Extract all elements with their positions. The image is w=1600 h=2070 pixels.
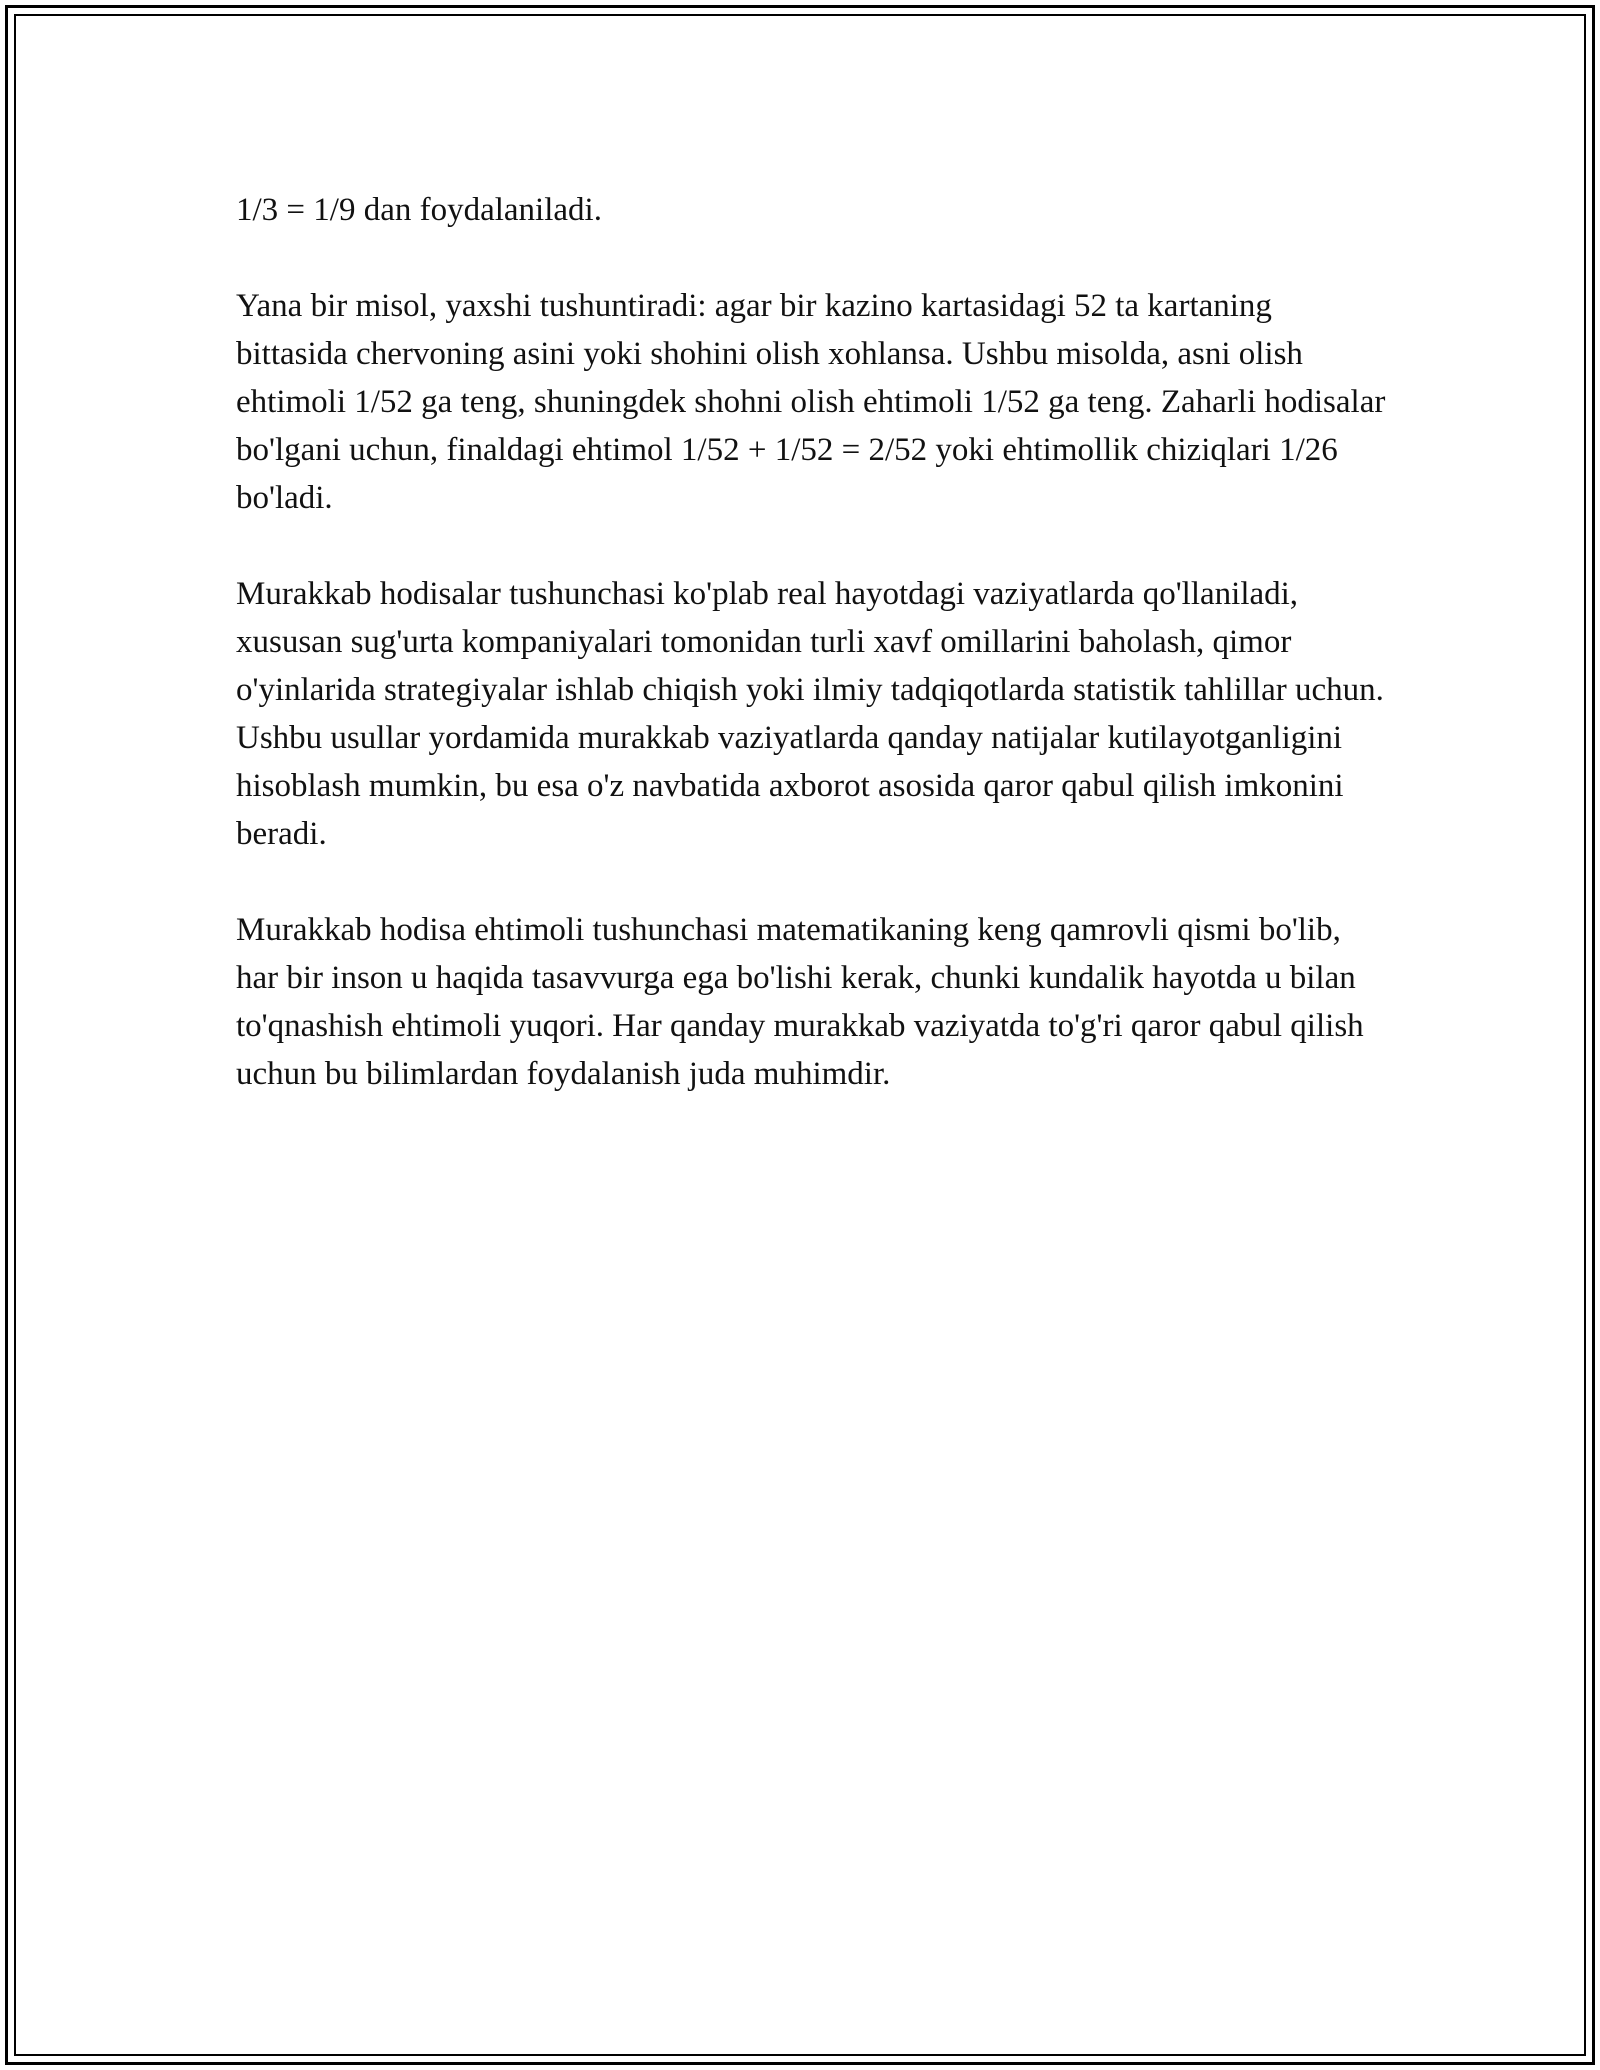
- paragraph-1: 1/3 = 1/9 dan foydalaniladi.: [236, 192, 602, 228]
- paragraph-4: Murakkab hodisa ehtimoli tushunchasi matematikaning keng qamrovli qismi bo'lib, har bir inson u haqida tasavvurga ega bo'lishi kerak, chunki kundalik hayotda u bilan to'qnashish ehtimoli yuqori. Har qanday murakkab vaziyatda to'g'ri qaror qabul qilish uchun bu bilimlardan foydalanish juda muhimdir.: [236, 912, 1364, 1092]
- document-body: [236, 186, 1386, 1146]
- paragraph-3: Murakkab hodisalar tushunchasi ko'plab real hayotdagi vaziyatlarda qo'llaniladi, xususan sug'urta kompaniyalari tomonidan turli xavf omillarini baholash, qimor o'yinlarida strategiyalar ishlab chiqish yoki ilmiy tadqiqotlarda statistik tahlillar uchun. Ushbu usullar yordamida murakkab vaziyatlarda qanday natijalar kutilayotganligini hisoblash mumkin, bu esa o'z navbatida axborot asosida qaror qabul qilish imkonini beradi.: [236, 576, 1384, 852]
- paragraph-2: Yana bir misol, yaxshi tushuntiradi: agar bir kazino kartasidagi 52 ta kartaning bittasida chervoning asini yoki shohini olish xohlansa. Ushbu misolda, asni olish ehtimoli 1/52 ga teng, shuningdek shohni olish ehtimoli 1/52 ga teng. Zaharli hodisalar bo'lgani uchun, finaldagi ehtimol 1/52 + 1/52 = 2/52 yoki ehtimollik chiziqlari 1/26 bo'ladi.: [236, 288, 1386, 516]
